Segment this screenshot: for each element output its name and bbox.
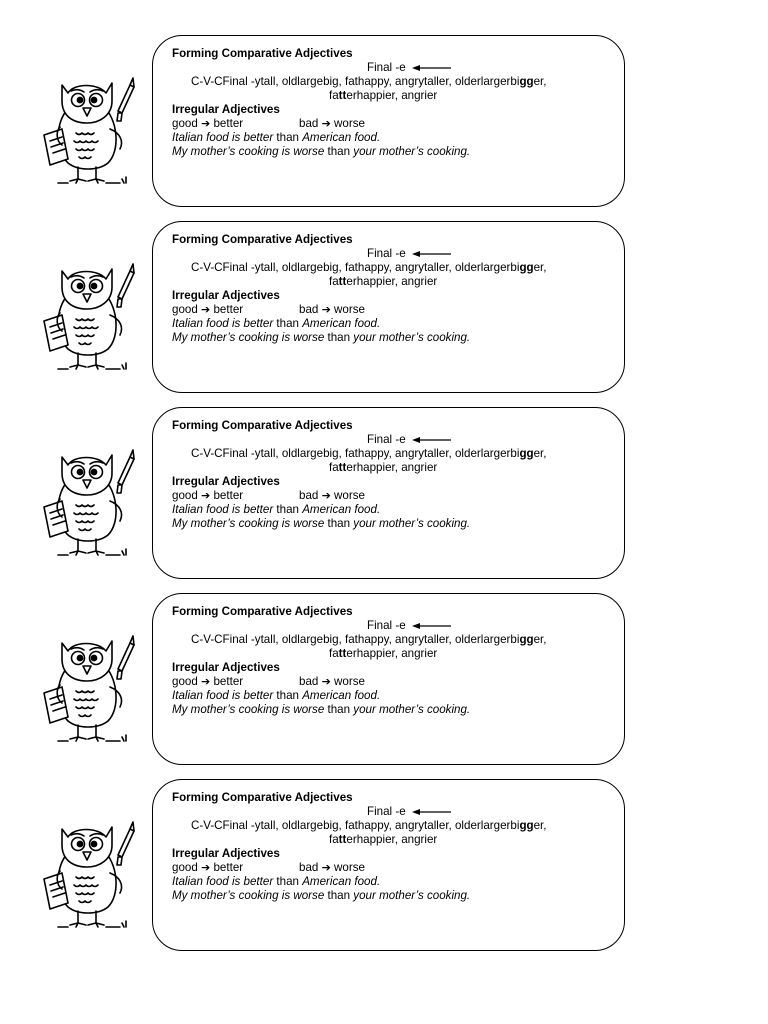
cvc-rule-line1	[191, 447, 547, 461]
card-title: Forming Comparative Adjectives	[172, 419, 353, 432]
example-italic: your mother’s cooking.	[353, 517, 471, 530]
example-plain: than	[273, 503, 303, 516]
example-plain: than	[273, 689, 303, 702]
worse-word: worse	[334, 489, 365, 502]
example-italic: Italian food is better	[172, 689, 274, 702]
good-word: good	[172, 117, 198, 130]
final-e-rule	[367, 61, 452, 75]
bad-worse-pair	[299, 489, 365, 503]
better-word: better	[213, 303, 244, 316]
cvc-text: erhappier, angrier	[346, 833, 438, 846]
cvc-text-start: fa	[329, 833, 339, 846]
cvc-text: erhappier, angrier	[346, 89, 438, 102]
final-e-rule	[367, 619, 452, 633]
irregular-heading: Irregular Adjectives	[172, 847, 280, 860]
cvc-bold-letters: tt	[338, 461, 347, 474]
example-sentence-2	[172, 889, 470, 903]
worse-word: worse	[334, 117, 365, 130]
owl-holding-pencil-icon	[38, 629, 138, 747]
bad-word: bad	[299, 861, 319, 874]
final-e-label: Final -e	[367, 619, 406, 632]
bold-right-arrow-icon: ➔	[321, 117, 331, 130]
cvc-text: erhappier, angrier	[346, 461, 438, 474]
cvc-text: erhappier, angrier	[346, 647, 438, 660]
card-row	[0, 221, 768, 395]
cvc-text-start: fa	[329, 89, 339, 102]
example-italic: My mother’s cooking is worse	[172, 703, 325, 716]
bold-right-arrow-icon: ➔	[321, 675, 331, 688]
better-word: better	[213, 117, 244, 130]
bad-worse-pair	[299, 303, 365, 317]
left-arrow-icon	[412, 808, 452, 816]
cvc-text-end: er,	[533, 819, 547, 832]
card-row	[0, 407, 768, 581]
cvc-bold-letters: tt	[338, 833, 347, 846]
grammar-card	[152, 35, 625, 207]
example-italic: your mother’s cooking.	[353, 145, 471, 158]
irregular-examples	[172, 303, 365, 317]
final-e-rule	[367, 247, 452, 261]
left-arrow-icon	[412, 250, 452, 258]
bad-word: bad	[299, 489, 319, 502]
example-italic: American food.	[302, 503, 381, 516]
good-word: good	[172, 303, 198, 316]
example-italic: Italian food is better	[172, 317, 274, 330]
grammar-card	[152, 407, 625, 579]
example-sentence-2	[172, 331, 470, 345]
left-arrow-icon	[412, 436, 452, 444]
example-italic: your mother’s cooking.	[353, 331, 471, 344]
cvc-text: C-V-CFinal -ytall, oldlargebig, fathappy, angrytaller, olderlargerbi	[191, 75, 520, 88]
bold-right-arrow-icon: ➔	[321, 861, 331, 874]
irregular-examples	[172, 861, 365, 875]
card-row	[0, 35, 768, 209]
final-e-label: Final -e	[367, 805, 406, 818]
example-plain: than	[273, 317, 303, 330]
example-plain: than	[324, 517, 354, 530]
bold-right-arrow-icon: ➔	[201, 675, 211, 688]
bad-word: bad	[299, 117, 319, 130]
bold-right-arrow-icon: ➔	[201, 861, 211, 874]
example-sentence-1	[172, 131, 380, 145]
card-row	[0, 593, 768, 767]
example-italic: American food.	[302, 317, 381, 330]
cvc-text-start: fa	[329, 647, 339, 660]
example-plain: than	[324, 889, 354, 902]
grammar-card	[152, 221, 625, 393]
card-title: Forming Comparative Adjectives	[172, 233, 353, 246]
final-e-rule	[367, 433, 452, 447]
example-plain: than	[273, 875, 303, 888]
good-word: good	[172, 861, 198, 874]
cvc-text: C-V-CFinal -ytall, oldlargebig, fathappy, angrytaller, olderlargerbi	[191, 261, 520, 274]
example-italic: My mother’s cooking is worse	[172, 889, 325, 902]
grammar-card	[152, 779, 625, 951]
cvc-text: C-V-CFinal -ytall, oldlargebig, fathappy, angrytaller, olderlargerbi	[191, 633, 520, 646]
grammar-card	[152, 593, 625, 765]
cvc-text-start: fa	[329, 275, 339, 288]
cvc-bold-letters: gg	[519, 75, 534, 88]
irregular-heading: Irregular Adjectives	[172, 103, 280, 116]
card-title: Forming Comparative Adjectives	[172, 605, 353, 618]
irregular-examples	[172, 489, 365, 503]
final-e-label: Final -e	[367, 247, 406, 260]
example-italic: Italian food is better	[172, 503, 274, 516]
example-italic: Italian food is better	[172, 875, 274, 888]
worse-word: worse	[334, 675, 365, 688]
cvc-bold-letters: tt	[338, 275, 347, 288]
card-title: Forming Comparative Adjectives	[172, 791, 353, 804]
irregular-heading: Irregular Adjectives	[172, 475, 280, 488]
cvc-text: C-V-CFinal -ytall, oldlargebig, fathappy, angrytaller, olderlargerbi	[191, 447, 520, 460]
cvc-bold-letters: gg	[519, 447, 534, 460]
example-italic: American food.	[302, 689, 381, 702]
left-arrow-icon	[412, 622, 452, 630]
worse-word: worse	[334, 861, 365, 874]
cvc-text: erhappier, angrier	[346, 275, 438, 288]
example-plain: than	[273, 131, 303, 144]
example-italic: your mother’s cooking.	[353, 889, 471, 902]
cvc-rule-line1	[191, 633, 547, 647]
bad-worse-pair	[299, 675, 365, 689]
example-sentence-1	[172, 317, 380, 331]
cvc-rule-line1	[191, 261, 547, 275]
irregular-heading: Irregular Adjectives	[172, 661, 280, 674]
example-italic: My mother’s cooking is worse	[172, 517, 325, 530]
example-sentence-1	[172, 875, 380, 889]
left-arrow-icon	[412, 64, 452, 72]
bold-right-arrow-icon: ➔	[201, 489, 211, 502]
example-italic: American food.	[302, 131, 381, 144]
cvc-text-start: fa	[329, 461, 339, 474]
example-italic: My mother’s cooking is worse	[172, 145, 325, 158]
cvc-rule-line2	[329, 275, 437, 289]
example-italic: American food.	[302, 875, 381, 888]
bold-right-arrow-icon: ➔	[321, 489, 331, 502]
owl-holding-pencil-icon	[38, 815, 138, 933]
better-word: better	[213, 675, 244, 688]
better-word: better	[213, 489, 244, 502]
example-sentence-2	[172, 145, 470, 159]
card-title: Forming Comparative Adjectives	[172, 47, 353, 60]
example-italic: your mother’s cooking.	[353, 703, 471, 716]
good-word: good	[172, 489, 198, 502]
cvc-bold-letters: gg	[519, 633, 534, 646]
good-word: good	[172, 675, 198, 688]
cvc-rule-line2	[329, 647, 437, 661]
irregular-examples	[172, 675, 365, 689]
example-plain: than	[324, 331, 354, 344]
worse-word: worse	[334, 303, 365, 316]
owl-holding-pencil-icon	[38, 443, 138, 561]
final-e-label: Final -e	[367, 433, 406, 446]
irregular-examples	[172, 117, 365, 131]
cvc-text-end: er,	[533, 261, 547, 274]
final-e-label: Final -e	[367, 61, 406, 74]
bad-worse-pair	[299, 117, 365, 131]
example-sentence-2	[172, 517, 470, 531]
bad-word: bad	[299, 675, 319, 688]
example-plain: than	[324, 145, 354, 158]
cvc-text-end: er,	[533, 633, 547, 646]
cvc-bold-letters: gg	[519, 261, 534, 274]
final-e-rule	[367, 805, 452, 819]
example-italic: Italian food is better	[172, 131, 274, 144]
example-sentence-2	[172, 703, 470, 717]
cvc-text: C-V-CFinal -ytall, oldlargebig, fathappy, angrytaller, olderlargerbi	[191, 819, 520, 832]
better-word: better	[213, 861, 244, 874]
bold-right-arrow-icon: ➔	[321, 303, 331, 316]
cvc-rule-line1	[191, 75, 547, 89]
bad-word: bad	[299, 303, 319, 316]
cvc-rule-line2	[329, 461, 437, 475]
cvc-rule-line2	[329, 833, 437, 847]
bold-right-arrow-icon: ➔	[201, 117, 211, 130]
owl-holding-pencil-icon	[38, 71, 138, 189]
cvc-text-end: er,	[533, 447, 547, 460]
cvc-bold-letters: tt	[338, 89, 347, 102]
cvc-bold-letters: gg	[519, 819, 534, 832]
bold-right-arrow-icon: ➔	[201, 303, 211, 316]
irregular-heading: Irregular Adjectives	[172, 289, 280, 302]
cvc-rule-line1	[191, 819, 547, 833]
example-italic: My mother’s cooking is worse	[172, 331, 325, 344]
card-row	[0, 779, 768, 953]
example-sentence-1	[172, 503, 380, 517]
example-plain: than	[324, 703, 354, 716]
cvc-bold-letters: tt	[338, 647, 347, 660]
owl-holding-pencil-icon	[38, 257, 138, 375]
example-sentence-1	[172, 689, 380, 703]
cvc-rule-line2	[329, 89, 437, 103]
bad-worse-pair	[299, 861, 365, 875]
cvc-text-end: er,	[533, 75, 547, 88]
